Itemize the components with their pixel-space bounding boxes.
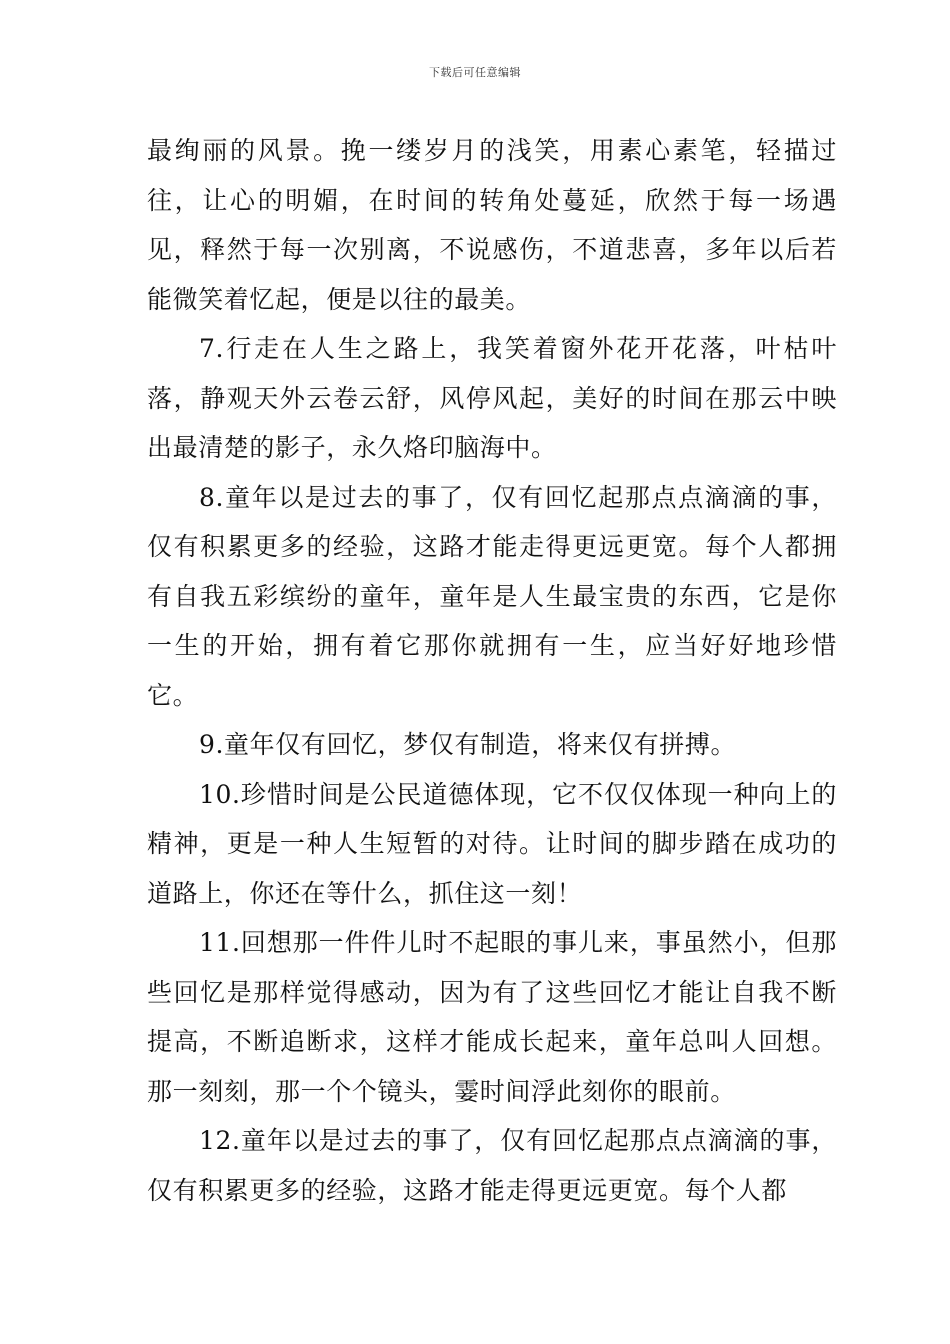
paragraph: 10.珍惜时间是公民道德体现，它不仅仅体现一种向上的精神，更是一种人生短暂的对待。让时间的脚步踏在成功的道路上，你还在等什么，抓住这一刻！ xyxy=(147,779,837,908)
paragraph: 8.童年以是过去的事了，仅有回忆起那点点滴滴的事，仅有积累更多的经验，这路才能走得更远更宽。每个人都拥有自我五彩缤纷的童年，童年是人生最宝贵的东西，它是你一生的开始，拥有着它那你就拥有一生，应当好好地珍惜它。 xyxy=(147,482,837,710)
paragraph: 12.童年以是过去的事了，仅有回忆起那点点滴滴的事，仅有积累更多的经验，这路才能走得更远更宽。每个人都 xyxy=(147,1126,837,1205)
page-header-note: 下载后可任意编辑 xyxy=(429,66,521,79)
document-body xyxy=(147,126,837,1215)
paragraph: 9.童年仅有回忆，梦仅有制造，将来仅有拼搏。 xyxy=(199,730,737,759)
paragraph: 最绚丽的风景。挽一缕岁月的浅笑，用素心素笔，轻描过往，让心的明媚，在时间的转角处蔓延，欣然于每一场遇见，释然于每一次别离，不说感伤，不道悲喜，多年以后若能微笑着忆起，便是以往的最美。 xyxy=(147,136,837,314)
paragraph: 11.回想那一件件儿时不起眼的事儿来，事虽然小，但那些回忆是那样觉得感动，因为有了这些回忆才能让自我不断提高，不断追断求，这样才能成长起来，童年总叫人回想。那一刻刻，那一个个镜头，霎时间浮此刻你的眼前。 xyxy=(147,928,837,1106)
paragraph: 7.行走在人生之路上，我笑着窗外花开花落，叶枯叶落，静观天外云卷云舒，风停风起，美好的时间在那云中映出最清楚的影子，永久烙印脑海中。 xyxy=(147,334,837,462)
